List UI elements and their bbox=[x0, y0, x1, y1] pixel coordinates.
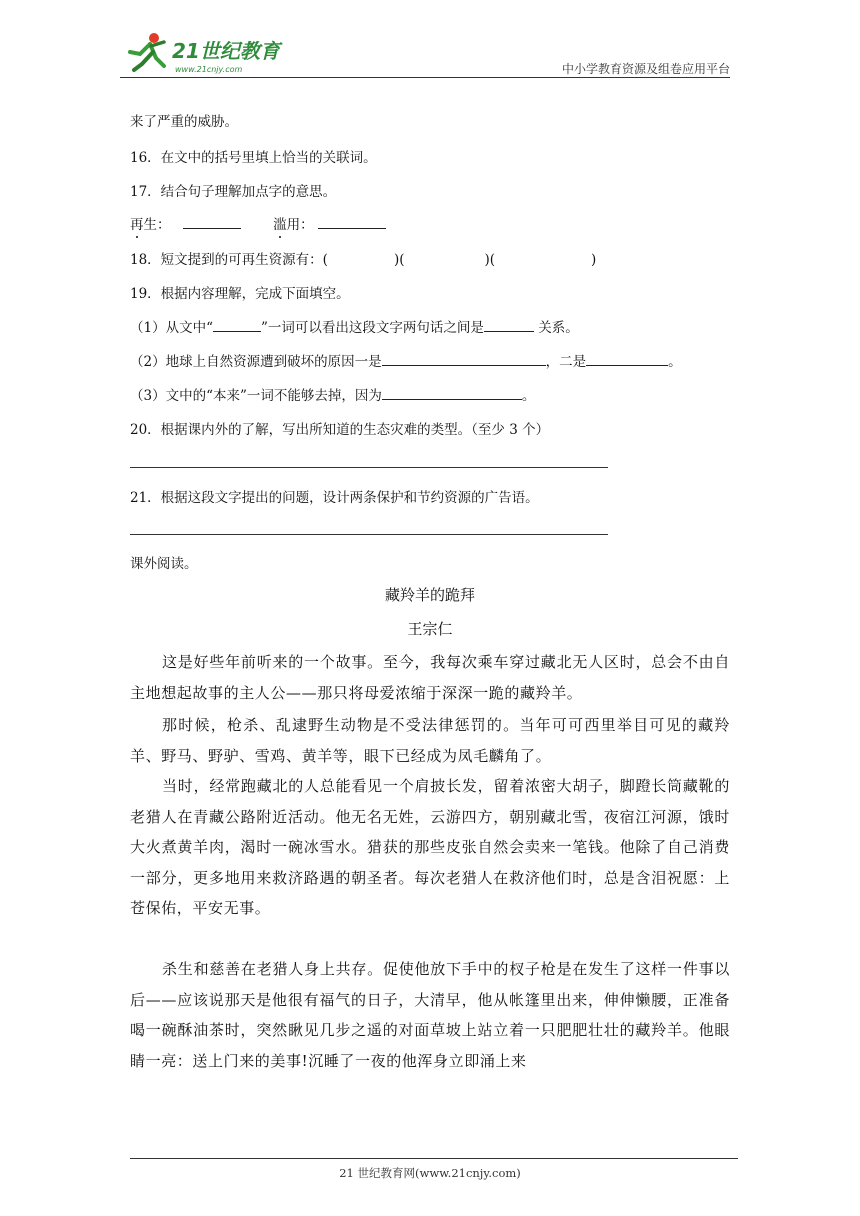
q18-sep-2: )( bbox=[484, 252, 496, 268]
question-17-fill bbox=[130, 213, 386, 233]
page-header bbox=[120, 28, 730, 80]
question-20: 20．根据课内外的了解，写出所知道的生态灾难的类型。（至少 3 个） bbox=[130, 422, 550, 438]
article-paragraph: 杀生和慈善在老猎人身上共存。促使他放下手中的杈子枪是在发生了这样一件事以后——应该说那天是他很有福气的日子，大清早，他从帐篷里出来，伸伸懒腰，正准备喝一碗酥油茶时，突然瞅见几步之遥的对面草坡上站立着一只肥肥壮壮的藏羚羊。他眼睛一亮：送上门来的美事!沉睡了一夜的他浑身立即涌上来 bbox=[130, 960, 730, 1070]
runner-icon bbox=[130, 33, 164, 70]
q19-2-text-a: （2）地球上自然资源遭到破坏的原因一是 bbox=[130, 354, 382, 370]
q17-blank-a[interactable] bbox=[183, 214, 241, 229]
q19-1-text-a: （1）从文中“ bbox=[130, 320, 213, 336]
article-paragraph: 那时候，枪杀、乱逮野生动物是不受法律惩罚的。当年可可西里举目可见的藏羚羊、野马、野驴、雪鸡、黄羊等，眼下已经成为凤毛麟角了。 bbox=[130, 716, 730, 765]
q19-3-text-a: （3）文中的“本来”一词不能够去掉，因为 bbox=[130, 388, 382, 404]
answer-line-20[interactable] bbox=[130, 467, 608, 468]
question-18 bbox=[130, 248, 596, 268]
q18-sep-1: )( bbox=[393, 252, 405, 268]
article-paragraph: 当时，经常跑藏北的人总能看见一个肩披长发，留着浓密大胡子，脚蹬长筒藏靴的老猎人在青藏公路附近活动。他无名无姓，云游四方，朝别藏北雪，夜宿江河源，饿时大火煮黄羊肉，渴时一碗冰雪水。猎获的那些皮张自然会卖来一笔钱。他除了自己消费一部分，更多地用来救济路遇的朝圣者。每次老猎人在救济他们时，总是含泪祝愿：上苍保佑，平安无事。 bbox=[130, 777, 730, 917]
question-19-1 bbox=[130, 316, 579, 336]
logo bbox=[120, 30, 290, 76]
q19-1-blank-1[interactable] bbox=[213, 317, 261, 332]
q19-2-text-b: ，二是 bbox=[545, 354, 587, 370]
article-title: 藏羚羊的跪拜 bbox=[384, 586, 475, 604]
platform-label: 中小学教育资源及组卷应用平台 bbox=[561, 62, 730, 76]
logo-url: www.21cnjy.com bbox=[175, 65, 243, 74]
question-19: 19．根据内容理解，完成下面填空。 bbox=[130, 286, 350, 302]
section-label: 课外阅读。 bbox=[130, 556, 198, 572]
q19-1-text-c: 关系。 bbox=[533, 320, 579, 336]
question-21: 21．根据这段文字提出的问题，设计两条保护和节约资源的广告语。 bbox=[130, 490, 539, 506]
q19-2-blank-1[interactable] bbox=[382, 351, 546, 366]
article-author: 王宗仁 bbox=[407, 620, 453, 638]
article-paragraph: 这是好些年前听来的一个故事。至今，我每次乘车穿过藏北无人区时，总会不由自主地想起故事的主人公——那只将母爱浓缩于深深一跪的藏羚羊。 bbox=[130, 653, 730, 702]
question-19-3 bbox=[130, 384, 535, 404]
question-16: 16．在文中的括号里填上恰当的关联词。 bbox=[130, 150, 377, 166]
footer-divider bbox=[130, 1158, 738, 1159]
q19-3-text-b: 。 bbox=[521, 388, 536, 404]
header-divider bbox=[120, 77, 730, 78]
answer-line-21[interactable] bbox=[130, 534, 608, 535]
page-footer: 21 世纪教育网(www.21cnjy.com) bbox=[339, 1166, 521, 1180]
question-19-2 bbox=[130, 350, 682, 370]
q19-1-text-b: ”一词可以看出这段文字两句话之间是 bbox=[261, 320, 484, 336]
q19-2-blank-2[interactable] bbox=[586, 351, 668, 366]
q18-end: ) bbox=[591, 252, 597, 268]
q17-label-b: 滥用： bbox=[273, 217, 314, 233]
q19-2-text-c: 。 bbox=[668, 354, 682, 370]
q18-text: 18．短文提到的可再生资源有：( bbox=[130, 252, 328, 268]
q19-1-blank-2[interactable] bbox=[484, 317, 534, 332]
question-17: 17．结合句子理解加点字的意思。 bbox=[130, 184, 337, 200]
q17-label-a: 再生： bbox=[130, 217, 171, 233]
q19-3-blank[interactable] bbox=[382, 385, 522, 400]
continued-line: 来了严重的威胁。 bbox=[130, 114, 238, 130]
q17-blank-b[interactable] bbox=[318, 214, 386, 229]
logo-text: 21世纪教育 bbox=[172, 39, 280, 63]
